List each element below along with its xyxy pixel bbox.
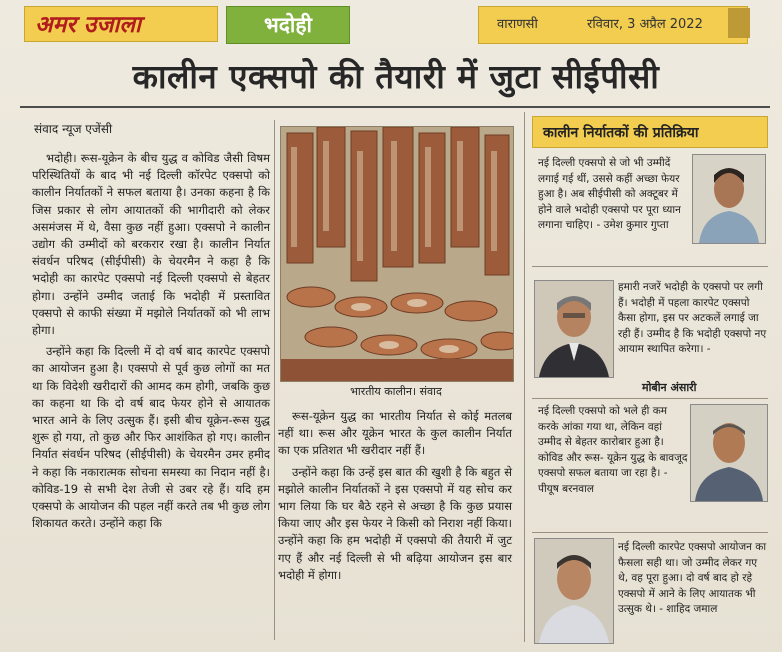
quote-separator	[532, 398, 768, 399]
person-portrait	[535, 281, 613, 377]
headline-rule	[20, 106, 770, 108]
paragraph: भदोही। रूस-यूक्रेन के बीच युद्ध व कोविड जैसी विषम परिस्थितियों के बाद भी नई दिल्ली कॉरपेट एक्सपो को कालीन निर्यातकों ने सफल बताया है। उनका कहना है कि जिस प्रकार से लोग आयातकों की भागीदारी को लेकर असमंजस में थे, वैसा कुछ नहीं हुआ। एक्सपो ने कालीन उद्योग की उम्मीदों को बरकरार रखा है। कालीन निर्यात संवर्धन परिषद (सीईपीसी) के चेयरमैन ने कहा है कि भदोही का कारपेट एक्सपो नई दिल्ली एक्सपो से बेहतर होगा। उन्होंने उम्मीद जताई कि भदोही में प्रस्तावित एक्सपो से काफी संख्या में मझोले निर्यातकों को भी लाभ होगा।	[32, 151, 270, 338]
paragraph: उन्होंने कहा कि दिल्ली में दो वर्ष बाद कारपेट एक्सपो का आयोजन हुआ है। एक्सपो से पूर्व कुछ लोगों का मत था कि विदेशी खरीदारों की आमद कम होगी, जबकि कुछ का कहना था कि दो वर्ष बाद फेयर होने से आयातक भारत आने के लिए उत्सुक हैं। इसी बीच यूक्रेन-रूस युद्ध शुरू हो गया, तो कुछ और फिर आशंकित हो गए। कालीन निर्यात संवर्धन परिषद (सीईपीसी) के चेयरमैन उमर हमीद ने कहा कि नकारात्मक सोचना समस्या का निदान नहीं है। कोविड-19 से सभी देश तेजी से उबर रहे हैं। यदि हम एक्सपो के आयोजन की पहल नहीं करते तब भी कुछ लोग शिकायत करते। उन्होंने कहा कि	[32, 344, 270, 531]
article-column-1	[32, 150, 270, 536]
quote-author: मोबीन अंसारी	[642, 381, 697, 394]
quote-separator	[532, 266, 768, 267]
quote-text: हमारी नजरें भदोही के एक्सपो पर लगी हैं। भदोही में पहला कारपेट एक्सपो कैसा होगा, इस पर अटकलें लगाई जा रही हैं। उम्मीद है कि भदोही एक्सपो नए आयाम स्थापित करेगा। -	[618, 281, 767, 356]
portrait-photo	[692, 154, 766, 244]
masthead-dateline	[478, 6, 748, 44]
portrait-photo	[690, 404, 768, 502]
quote-text: नई दिल्ली एक्सपो से जो भी उम्मीदें लगाई गई थीं, उससे कहीं अच्छा फेयर हुआ है। अब सीईपीसी को अक्टूबर में होने वाले भदोही एक्सपो पर पूरा ध्यान लगाना चाहिए। - उमेश कुमार गुप्ता	[538, 157, 681, 232]
quote-text: नई दिल्ली एक्सपो को भले ही कम करके आंका गया था, लेकिन वहां उम्मीद से बेहतर कारोबार हुआ है। कोविड और रूस- यूक्रेन युद्ध के बावजूद एक्सपो सफल बताया जा रहा है। - पीयूष बरनवाल	[538, 405, 688, 495]
person-portrait	[691, 405, 767, 501]
masthead-logo: अमर उजाला	[24, 6, 218, 42]
edition-date: रविवार, 3 अप्रैल 2022	[587, 17, 703, 32]
sidebar-divider	[524, 112, 525, 642]
byline: संवाद न्यूज एजेंसी	[34, 122, 113, 136]
column-divider	[274, 120, 275, 640]
corner-block	[728, 8, 750, 38]
quote-separator	[532, 532, 768, 533]
paragraph: उन्होंने कहा कि उन्हें इस बात की खुशी है कि बहुत से मझोले कालीन निर्यातकों ने इस एक्सपो में यह सोच कर भाग लिया कि घर बैठे रहने से अच्छा है कि कुछ प्रयास किया जाए और इस फेयर ने किसी को निराश नहीं किया। उन्होंने कहा कि हम भदोही में एक्सपो की तैयारी में जुट गए हैं और नई दिल्ली से भी बढ़िया आयोजन इस बार भदोही में होगा।	[278, 464, 512, 582]
sidebar-heading: कालीन निर्यातकों की प्रतिक्रिया	[532, 116, 768, 148]
headline: कालीन एक्सपो की तैयारी में जुटा सीईपीसी	[132, 57, 660, 96]
photo-caption: भारतीय कालीन। संवाद	[350, 385, 442, 398]
paragraph: रूस-यूक्रेन युद्ध का भारतीय निर्यात से कोई मतलब नहीं था। रूस और यूक्रेन भारत के कुल कालीन निर्यात का एक प्रतिशत भी खरीदार नहीं हैं।	[278, 409, 512, 458]
edition-place: वाराणसी	[497, 17, 538, 32]
carpet-rolls-image	[281, 127, 513, 381]
person-portrait	[535, 539, 613, 643]
masthead-city: भदोही	[226, 6, 350, 44]
portrait-photo	[534, 538, 614, 644]
quote-text: नई दिल्ली कारपेट एक्सपो आयोजन का फैसला सही था। जो उम्मीद लेकर गए थे, वह पूरा हुआ। दो वर्ष बाद हो रहे एक्सपो में आने के लिए आयातक भी उत्सुक थे। - शाहिद जमाल	[618, 541, 767, 616]
person-portrait	[693, 155, 765, 243]
carpet-photo	[280, 126, 514, 382]
article-column-2	[278, 408, 512, 588]
portrait-photo	[534, 280, 614, 378]
